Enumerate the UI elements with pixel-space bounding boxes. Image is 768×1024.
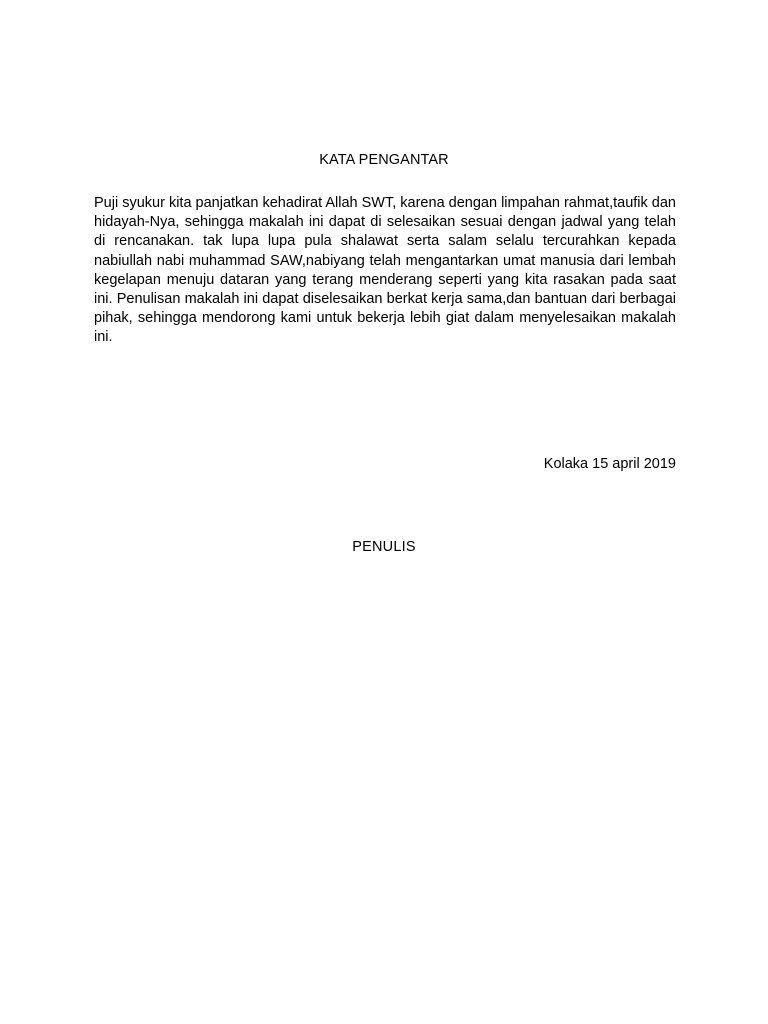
place-date: Kolaka 15 april 2019: [543, 456, 676, 472]
document-title: KATA PENGANTAR: [319, 152, 449, 168]
author-label: PENULIS: [352, 539, 416, 555]
body-paragraph: Puji syukur kita panjatkan kehadirat Allah SWT, karena dengan limpahan rahmat,taufik dan hidayah-Nya, sehingga makalah ini dapat di selesaikan sesuai dengan jadwal yang telah di rencanakan. tak lupa lupa pula shalawat serta salam selalu tercurahkan kepada nabiullah nabi muhammad SAW,nabiyang telah mengantarkan umat manusia dari lembah kegelapan menuju dataran yang terang menderang seperti yang kita rasakan pada saat ini. Penulisan makalah ini dapat diselesaikan berkat kerja sama,dan bantuan dari berbagai pihak, sehingga mendorong kami untuk bekerja lebih giat dalam menyelesaikan makalah ini.: [94, 195, 676, 346]
